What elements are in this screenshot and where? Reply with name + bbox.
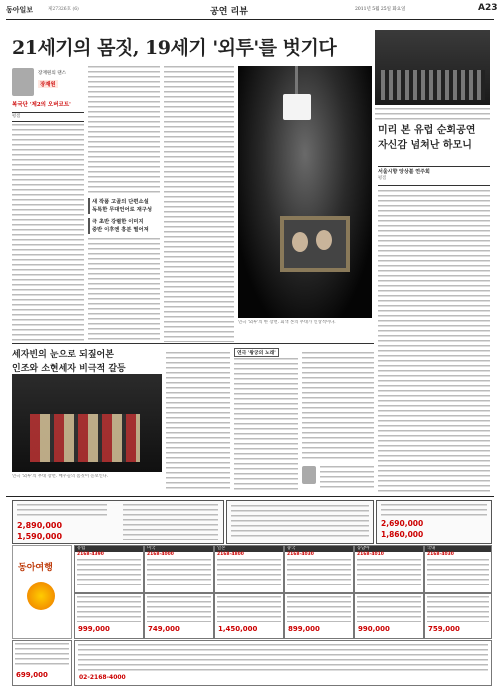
column-title: 복국단 '제2의 오버코트' bbox=[12, 102, 71, 108]
publication-date: 2011년 5월 25일 화요일 bbox=[355, 7, 406, 12]
right-column-box bbox=[378, 166, 490, 186]
second-column-body bbox=[88, 66, 160, 194]
bottom-price: 749,000 bbox=[148, 625, 180, 633]
bottom-price: 999,000 bbox=[78, 625, 110, 633]
lamp-cord bbox=[295, 66, 298, 94]
section-title: 공연 리뷰 bbox=[210, 7, 248, 17]
left-column-body bbox=[12, 124, 84, 342]
main-headline: 21세기의 몸짓, 19세기 '외투'를 벗기다 bbox=[12, 37, 337, 59]
bottom-story-tag: 연극 '왕궁의 노래' bbox=[234, 348, 279, 357]
actor-face-1 bbox=[292, 232, 308, 252]
ad-grid-cell bbox=[354, 545, 424, 593]
cell-tag: 동남아 bbox=[357, 546, 370, 551]
bottom-col-1 bbox=[166, 352, 230, 490]
orchestra-players bbox=[381, 70, 485, 100]
column-series: 장재원의 댄스 bbox=[38, 71, 67, 76]
ad-divider bbox=[6, 496, 494, 497]
column-rating-label: 평점 bbox=[12, 112, 84, 122]
top-left-ad bbox=[12, 500, 224, 544]
ad-grid-cell bbox=[284, 545, 354, 593]
cell-text bbox=[147, 596, 211, 622]
ad-grid-cell bbox=[424, 545, 492, 593]
bottom-price: 699,000 bbox=[16, 671, 48, 679]
ad-price-4: 1,860,000 bbox=[381, 530, 424, 539]
ad-grid-cell bbox=[74, 545, 144, 593]
bottom-col-2 bbox=[234, 358, 298, 490]
ad-price-2: 1,590,000 bbox=[17, 532, 63, 541]
ad-details bbox=[123, 504, 218, 540]
cell-text bbox=[77, 596, 141, 622]
right-column-headline: 미리 본 유럽 순회공연 자신감 넘쳐난 하모니 bbox=[378, 125, 476, 151]
ad-grid-cell bbox=[424, 593, 492, 639]
cell-tag: 중국 bbox=[287, 546, 296, 551]
cell-text bbox=[217, 596, 281, 622]
bottom-photo-caption: 연극 '외투'의 무대 장면. 배우들의 몸짓이 돋보인다. bbox=[12, 474, 109, 479]
orchestra-photo bbox=[375, 30, 490, 105]
bottom-story-kicker: 세자빈의 눈으로 되짚어본 bbox=[12, 350, 114, 360]
top-middle-ad bbox=[226, 500, 374, 544]
cell-text bbox=[427, 596, 489, 622]
bottom-price: 990,000 bbox=[358, 625, 390, 633]
cell-text bbox=[147, 559, 211, 585]
ad-grid-cell bbox=[144, 545, 214, 593]
ad-grid-cell bbox=[12, 640, 72, 686]
cell-phone: 2168-4030 bbox=[427, 552, 454, 557]
reviewer-note bbox=[320, 466, 374, 490]
travel-logo: 동아여행 bbox=[18, 563, 53, 573]
third-column-body bbox=[164, 66, 234, 342]
ad-price-1: 2,890,000 bbox=[17, 521, 63, 530]
bottom-col-3 bbox=[302, 352, 374, 462]
section-divider bbox=[12, 343, 374, 344]
cell-text bbox=[287, 559, 351, 585]
newspaper-logo: 동아일보 bbox=[6, 6, 34, 14]
main-photo-caption: 연극 '외투'의 한 장면. 회색 톤의 무대가 인상적이다. bbox=[238, 320, 336, 325]
right-box-title: 서울시향 앙상블 연주회 bbox=[378, 169, 430, 175]
bottom-ad-strip bbox=[74, 640, 492, 686]
cell-text bbox=[357, 596, 421, 622]
columnist-photo bbox=[12, 68, 34, 96]
ad-price-3: 2,690,000 bbox=[381, 519, 424, 528]
actor-face-2 bbox=[316, 230, 332, 250]
travel-phone: 02-2168-4000 bbox=[79, 674, 126, 681]
page-header bbox=[0, 0, 500, 24]
travel-logo-block bbox=[12, 545, 72, 639]
cell-phone: 2168-4800 bbox=[217, 552, 244, 557]
cell-text bbox=[15, 643, 69, 665]
second-column-body-2 bbox=[88, 238, 160, 342]
main-stage-photo bbox=[238, 66, 372, 318]
ad-grid-cell bbox=[214, 593, 284, 639]
right-box-rating-label: 평점 bbox=[378, 176, 387, 181]
issue-number: 제27326호 (6) bbox=[48, 7, 79, 12]
ad-text-right bbox=[381, 504, 487, 516]
cell-text bbox=[357, 559, 421, 585]
cell-text bbox=[77, 559, 141, 585]
review-box-2: 극 초반 강렬한 이미지 중반 이후엔 흥분 떨어져 bbox=[88, 218, 164, 234]
bottom-story-headline: 인조와 소현세자 비극적 갈등 bbox=[12, 364, 126, 374]
ad-grid-cell bbox=[74, 593, 144, 639]
ad-grid-cell bbox=[354, 593, 424, 639]
cell-tag: 미국 bbox=[147, 546, 156, 551]
stage-lamp bbox=[283, 94, 311, 120]
cell-tag: 일본 bbox=[217, 546, 226, 551]
costumed-actors bbox=[30, 414, 140, 462]
columnist-name: 장재원 bbox=[40, 82, 56, 88]
cell-phone: 2168-4390 bbox=[77, 552, 104, 557]
review-box-1: 새 작품 고골의 단편소설 독특한 무대언어로 재구성 bbox=[88, 198, 164, 214]
cell-text bbox=[217, 559, 281, 585]
ad-grid-cell bbox=[144, 593, 214, 639]
ad-grid-cell bbox=[214, 545, 284, 593]
reviewer-photo bbox=[302, 466, 316, 484]
bottom-price: 899,000 bbox=[288, 625, 320, 633]
header-rule bbox=[6, 19, 494, 20]
ad-text bbox=[17, 504, 107, 518]
bottom-story-photo bbox=[12, 374, 162, 472]
cell-tag: 유럽 bbox=[77, 546, 86, 551]
ad-text-middle bbox=[231, 505, 369, 539]
bottom-price: 1,450,000 bbox=[218, 625, 258, 633]
cell-text bbox=[287, 596, 351, 622]
page-number: A23 bbox=[478, 3, 498, 13]
cell-phone: 2168-4030 bbox=[287, 552, 314, 557]
cell-text bbox=[427, 559, 489, 585]
cell-phone: 2168-4000 bbox=[147, 552, 174, 557]
cell-tag: 국내 bbox=[427, 546, 436, 551]
bottom-price: 759,000 bbox=[428, 625, 460, 633]
top-right-ad bbox=[376, 500, 492, 544]
cell-phone: 2168-4010 bbox=[357, 552, 384, 557]
strip-text bbox=[78, 644, 488, 672]
orchestra-photo-caption bbox=[375, 108, 490, 120]
ad-grid-cell bbox=[284, 593, 354, 639]
right-column-body bbox=[378, 190, 490, 495]
picture-frame bbox=[280, 216, 350, 272]
sun-icon bbox=[27, 582, 55, 610]
